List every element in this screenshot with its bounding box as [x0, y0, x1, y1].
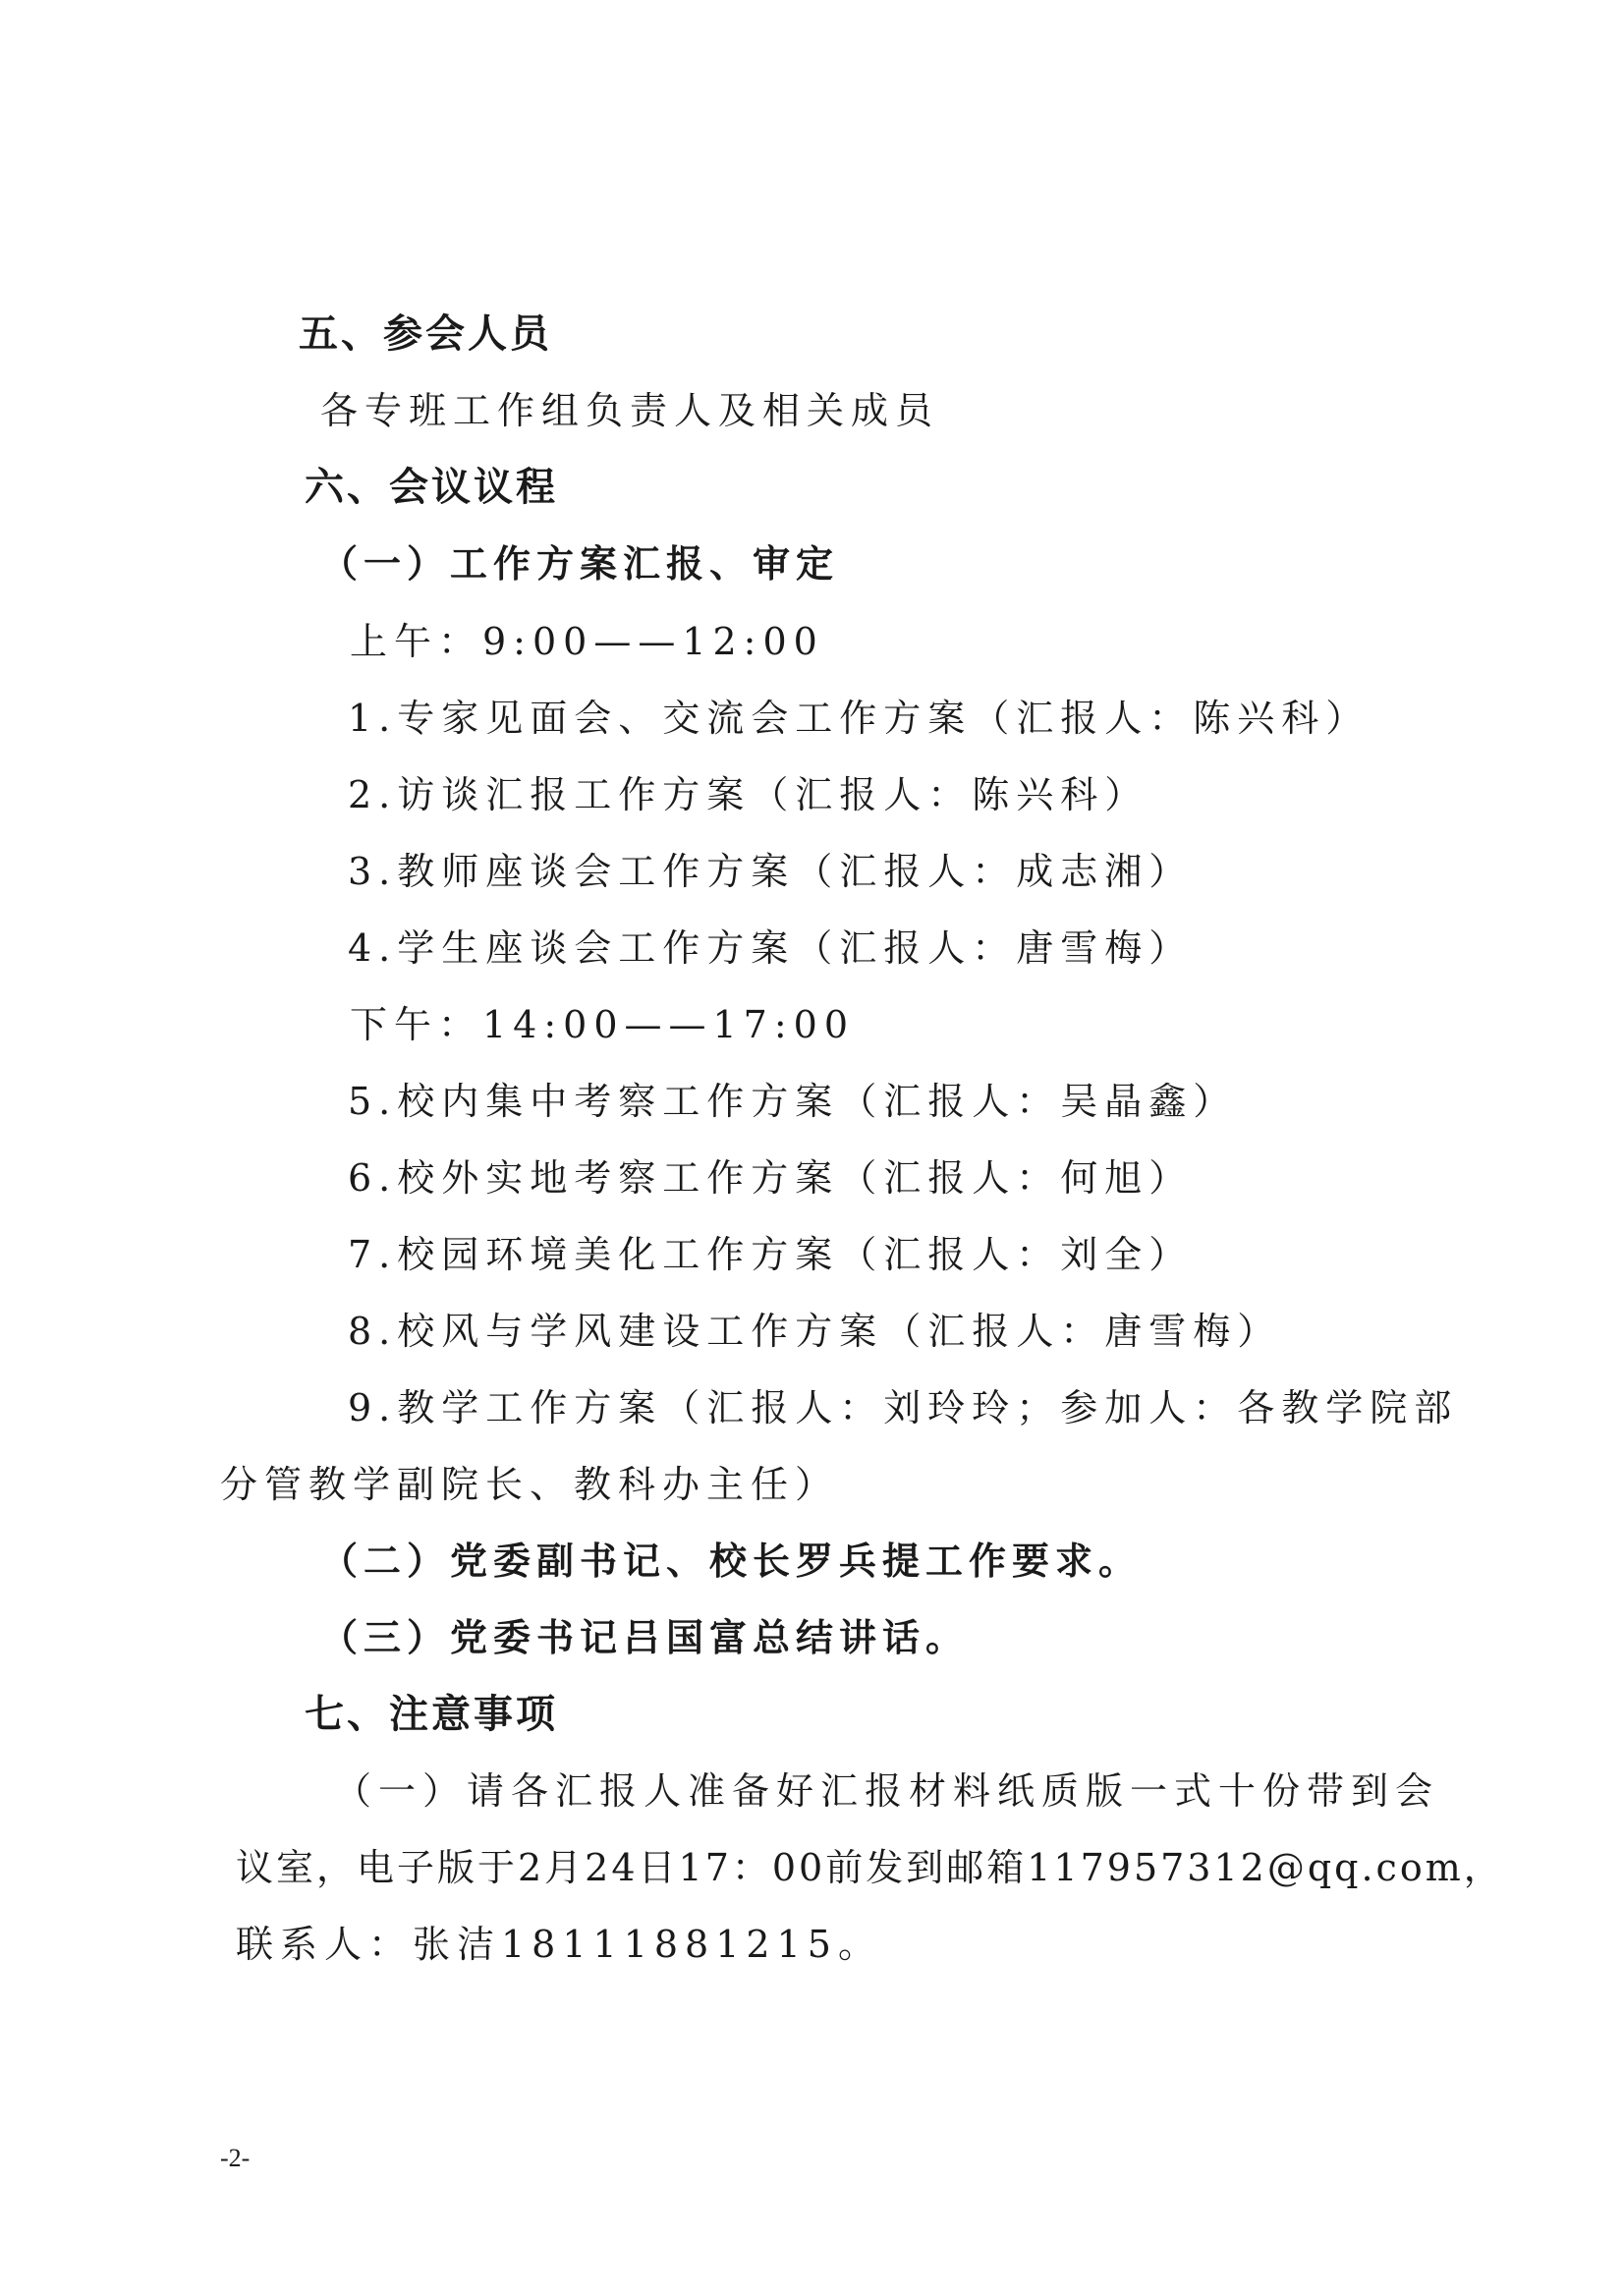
agenda-item-8: 8.校风与学风建设工作方案（汇报人：唐雪梅）: [348, 1310, 1282, 1353]
section-heading-notes: 七、注意事项: [305, 1692, 558, 1737]
attendees-text: 各专班工作组负责人及相关成员: [320, 389, 940, 432]
agenda-item-1: 1.专家见面会、交流会工作方案（汇报人：陈兴科）: [348, 697, 1371, 740]
section-heading-agenda: 六、会议议程: [305, 465, 558, 510]
notes-paragraph-line-2: 议室，电子版于2月24日17：00前发到邮箱117957312@qq.com，: [236, 1846, 1504, 1889]
agenda-item-4: 4.学生座谈会工作方案（汇报人：唐雪梅）: [348, 926, 1194, 970]
agenda-item-3: 3.教师座谈会工作方案（汇报人：成志湘）: [348, 850, 1194, 893]
page-number: -2-: [220, 2144, 251, 2172]
section-heading-attendees: 五、参会人员: [299, 311, 552, 357]
agenda-item-7: 7.校园环境美化工作方案（汇报人：刘全）: [348, 1233, 1194, 1276]
notes-paragraph-line-3: 联系人：张洁18111881215。: [236, 1923, 882, 1966]
afternoon-time: 下午：14:00——17:00: [350, 1003, 856, 1046]
morning-time: 上午：9:00——12:00: [350, 620, 824, 663]
notes-paragraph-line-1: （一）请各汇报人准备好汇报材料纸质版一式十份带到会: [334, 1769, 1440, 1813]
agenda-item-9: 9.教学工作方案（汇报人：刘玲玲；参加人：各教学院部: [348, 1386, 1459, 1429]
agenda-item-5: 5.校内集中考察工作方案（汇报人：吴晶鑫）: [348, 1080, 1238, 1123]
agenda-subheading-1: （一）工作方案汇报、审定: [320, 541, 840, 586]
agenda-item-6: 6.校外实地考察工作方案（汇报人：何旭）: [348, 1156, 1194, 1200]
agenda-subheading-3: （三）党委书记吕国富总结讲话。: [320, 1615, 970, 1659]
agenda-subheading-2: （二）党委副书记、校长罗兵提工作要求。: [320, 1539, 1143, 1583]
agenda-item-2: 2.访谈汇报工作方案（汇报人：陈兴科）: [348, 773, 1149, 816]
agenda-item-9-continued: 分管教学副院长、教科办主任）: [220, 1463, 840, 1506]
